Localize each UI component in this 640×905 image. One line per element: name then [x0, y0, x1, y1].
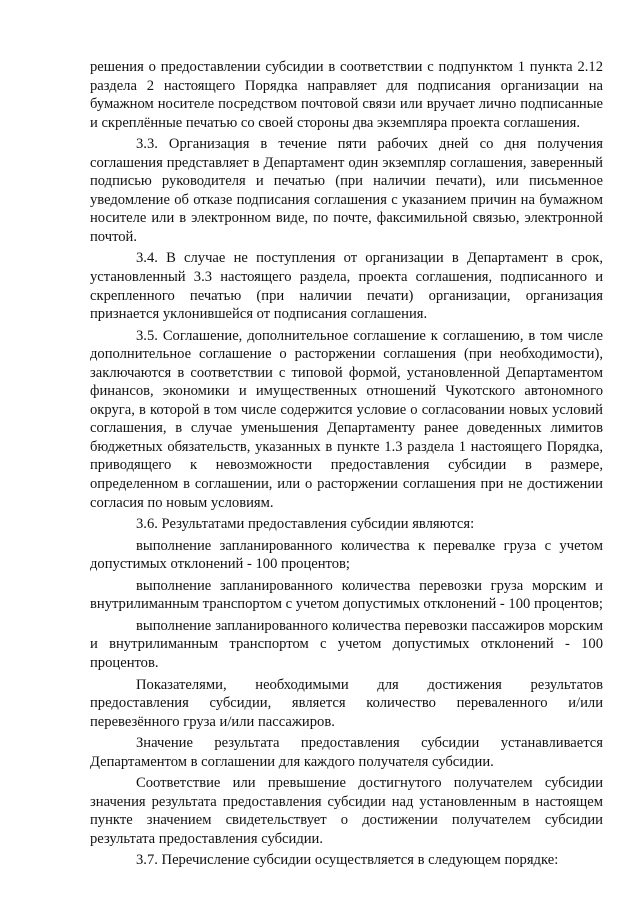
result-item-cargo-transport: выполнение запланированного количества перевозки груза морским и внутрилиманным транспортом с учетом допустимых отклонений - 100 процентов; — [90, 577, 603, 613]
paragraph-result-value: Значение результата предоставления субсидии устанавливается Департаментом в соглашении для каждого получателя субсидии. — [90, 735, 603, 770]
document-body — [90, 58, 603, 873]
paragraph-3-6: 3.6. Результатами предоставления субсидии являются: — [136, 516, 475, 533]
paragraph-3-7: 3.7. Перечисление субсидии осуществляется в следующем порядке: — [136, 852, 559, 869]
paragraph-3-5: 3.5. Соглашение, дополнительное соглашение к соглашению, в том числе дополнительное соглашение о расторжении соглашения (при необходимости), заключаются в соответствии с типовой формой, установленной Департаментом финансов, экономики и имущественных отношений Чукотского автономного округа, в которой в том числе содержится условие о согласовании новых условий соглашения, в случае уменьшения Департаменту ранее доведенных лимитов бюджетных обязательств, указанных в пункте 1.3 раздела 1 настоящего Порядка, приводящего к невозможности предоставления субсидии в размере, определенном в соглашении, или о расторжении соглашения при не достижении согласия по новым условиям. — [90, 327, 603, 511]
result-item-cargo-transshipment: выполнение запланированного количества к перевалке груза с учетом допустимых отклонений - 100 процентов; — [90, 537, 603, 573]
paragraph-indicators: Показателями, необходимыми для достижения результатов предоставления субсидии, является количество переваленного и/или перевезённого груза и/или пассажиров. — [90, 676, 603, 730]
paragraph-3-4: 3.4. В случае не поступления от организации в Департамент в срок, установленный 3.3 настоящего раздела, проекта соглашения, подписанного и скрепленного печатью (при наличии печати) организации, организация признается уклонившейся от подписания соглашения. — [90, 250, 603, 323]
result-item-passenger-transport: выполнение запланированного количества перевозки пассажиров морским и внутрилиманным транспортом с учетом допустимых отклонений - 100 процентов. — [90, 617, 603, 671]
paragraph-compliance: Соответствие или превышение достигнутого получателем субсидии значения результата предоставления субсидии над установленным в настоящем пункте значением свидетельствует о достижении получателем субсидии результата предоставления субсидии. — [90, 775, 603, 847]
paragraph-3-3: 3.3. Организация в течение пяти рабочих дней со дня получения соглашения представляет в Департамент один экземпляр соглашения, заверенный подписью руководителя и печатью (при наличии печати), или письменное уведомление об отказе подписания соглашения с указанием причин на бумажном носителе или в электронном виде, по почте, факсимильной связью, электронной почтой. — [90, 136, 603, 245]
paragraph-continuation: решения о предоставлении субсидии в соответствии с подпунктом 1 пункта 2.12 раздела 2 настоящего Порядка направляет для подписания организации на бумажном носителе посредством почтовой связи или вручает лично подписанные и скреплённые печатью со своей стороны два экземпляра проекта соглашения. — [90, 59, 603, 131]
